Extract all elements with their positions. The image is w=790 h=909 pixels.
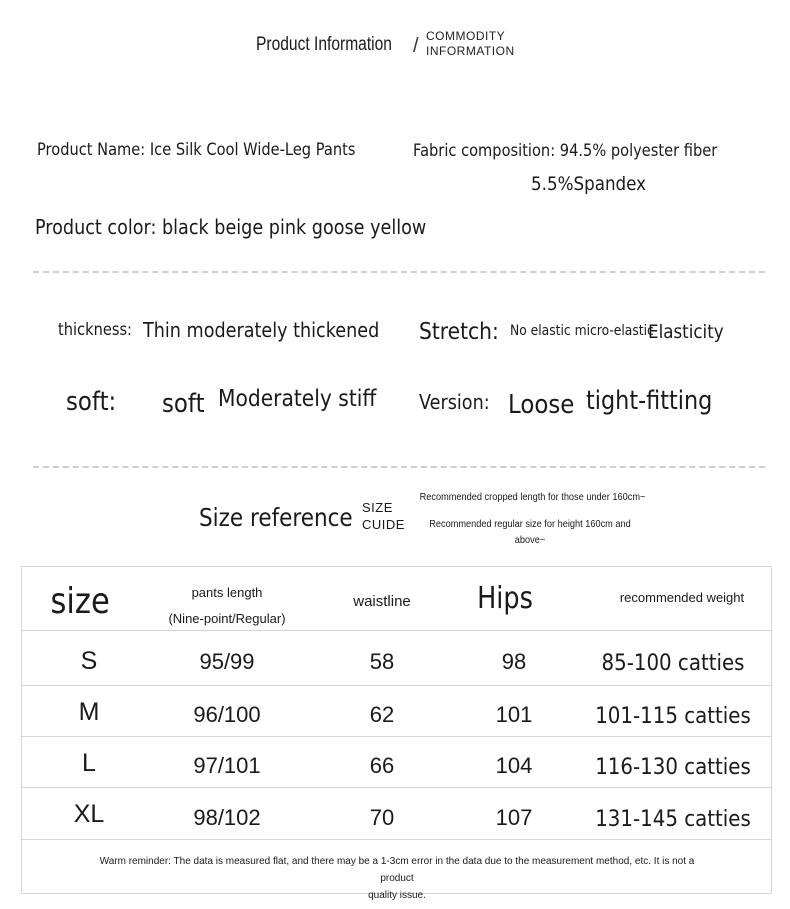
page-title-english (426, 29, 515, 59)
regular-size-note (420, 517, 641, 549)
weight-cell: 101-115 catties (595, 704, 751, 729)
stretch-label: Stretch: (419, 319, 499, 345)
length-cell: 97/101 (193, 753, 261, 778)
size-guide-english-line2: CUIDE (362, 517, 405, 532)
thickness-value: Thin moderately thickened (143, 318, 380, 342)
warm-reminder-line2: quality issue. (368, 890, 426, 901)
warm-reminder (82, 853, 712, 904)
weight-cell: 85-100 catties (601, 651, 745, 676)
size-cell: L (82, 749, 96, 777)
version-selected: Loose (508, 390, 575, 420)
stretch-options: No elastic micro-elastic (510, 323, 654, 339)
stretch-selected: Elasticity (648, 321, 724, 343)
size-table (21, 566, 772, 901)
warm-reminder-line1: Warm reminder: The data is measured flat, and there may be a 1-3cm error in the data due to the measurement method, etc. It is not a product (99, 856, 695, 884)
header-recommended-weight: recommended weight (619, 590, 745, 605)
soft-other: Moderately stiff (218, 386, 377, 412)
product-name: Product Name: Ice Silk Cool Wide-Leg Pants (37, 140, 356, 160)
size-reference-title: Size reference (199, 503, 353, 532)
divider (33, 466, 765, 468)
version-other: tight-fitting (586, 386, 713, 416)
waist-cell: 70 (369, 805, 395, 830)
fabric-composition: Fabric composition: 94.5% polyester fiber (413, 141, 718, 161)
hips-cell: 104 (495, 753, 533, 778)
header-hips: Hips (477, 581, 533, 616)
header-size: size (50, 581, 110, 622)
hips-cell: 98 (501, 649, 527, 674)
soft-selected: soft (162, 389, 205, 419)
table-row (22, 630, 771, 682)
header-pants-length-line1: pants length (191, 585, 263, 600)
soft-label: soft: (66, 387, 117, 417)
version-label: Version: (419, 390, 490, 414)
page-title: Product Information (256, 34, 392, 55)
waist-cell: 58 (369, 649, 395, 674)
length-cell: 95/99 (199, 649, 255, 674)
size-guide-english-line1: SIZE (362, 500, 393, 515)
page-title-english-line1: COMMODITY (426, 29, 506, 43)
weight-cell: 116-130 catties (595, 755, 751, 780)
header-waistline: waistline (353, 593, 411, 610)
size-cell: XL (73, 800, 105, 828)
regular-size-note-line2: above~ (514, 535, 546, 546)
size-guide-english (362, 499, 405, 533)
divider (33, 271, 765, 273)
length-cell: 96/100 (193, 702, 261, 727)
waist-cell: 62 (369, 702, 395, 727)
waist-cell: 66 (369, 753, 395, 778)
thickness-label: thickness: (58, 320, 132, 340)
header-pants-length (162, 580, 292, 632)
table-row (22, 736, 771, 787)
hips-cell: 101 (495, 702, 533, 727)
weight-cell: 131-145 catties (595, 807, 751, 832)
page-title-english-line2: INFORMATION (426, 44, 515, 58)
fabric-composition-spandex: 5.5%Spandex (531, 173, 647, 195)
table-row (22, 787, 771, 839)
cropped-length-note: Recommended cropped length for those under 160cm~ (419, 492, 646, 503)
regular-size-note-line1: Recommended regular size for height 160cm and (429, 519, 631, 530)
title-separator: / (413, 35, 419, 57)
header-pants-length-line2: (Nine-point/Regular) (168, 611, 286, 626)
product-color: Product color: black beige pink goose yellow (35, 215, 427, 239)
table-divider (22, 839, 771, 840)
table-row (22, 685, 771, 736)
length-cell: 98/102 (193, 805, 261, 830)
size-cell: S (80, 647, 98, 675)
size-cell: M (78, 698, 100, 726)
hips-cell: 107 (495, 805, 533, 830)
